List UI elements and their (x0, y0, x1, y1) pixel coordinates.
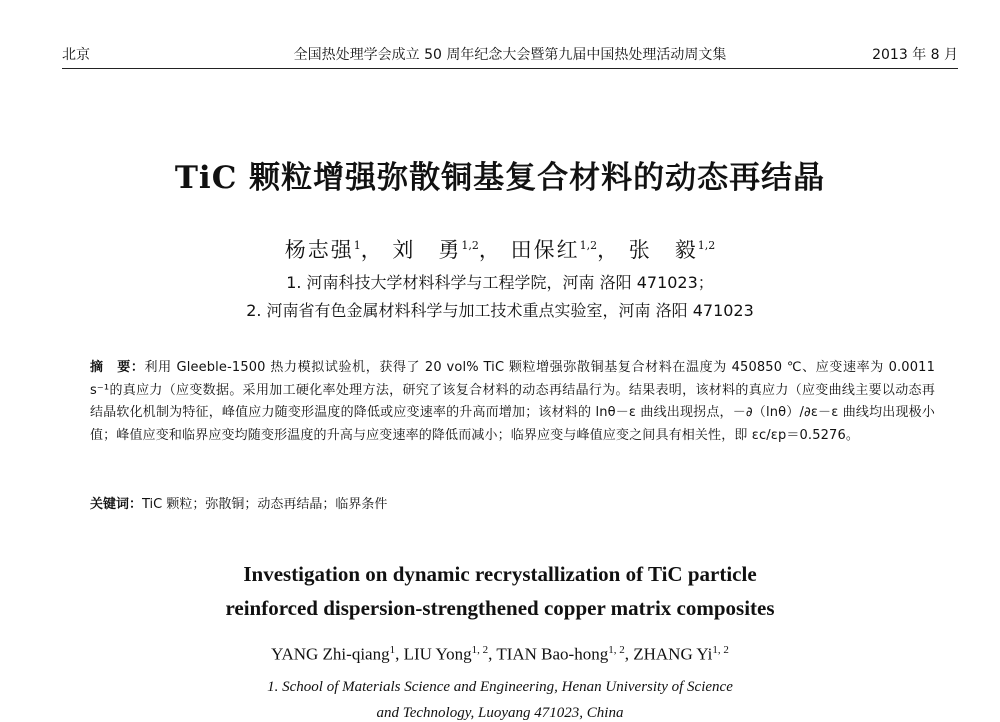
author-en: TIAN Bao-hong (496, 644, 609, 664)
author-sup: 1,2 (579, 239, 598, 252)
header-date: 2013 年 8 月 (872, 47, 958, 63)
affiliation-en-2: and Technology, Luoyang 471023, China (376, 705, 624, 721)
author-cn: 杨志强 (284, 238, 354, 262)
keywords-label: 关键词： (90, 497, 143, 512)
authors-cn: 杨志强$^1$， 刘 勇$^{1,2}$， 田保红$^{1,2}$， 张 毅$^{1,2}$ (284, 238, 716, 262)
author-sup: 1 (353, 239, 361, 252)
author-sup: 1,2 (461, 239, 479, 252)
paper-title-en-line-1: Investigation on dynamic recrystallization of TiC particle (243, 562, 757, 586)
affiliation-en-1: 1. School of Materials Science and Engineering, Henan University of Science (267, 679, 733, 695)
author-sup: 1, 2 (608, 644, 625, 656)
abstract-cn (90, 357, 935, 447)
author-cn: 田保红 (510, 238, 580, 262)
abstract-text: 利用 Gleeble-1500 热力模拟试验机，获得了 20 vol% TiC 颗粒增强弥散铜基复合材料在温度为 450850 ℃、应变速率为 0.0011 s⁻¹的真应力（应变数据。采用加工硬化率处理方法，研究了该复合材料的动态再结晶行为。结果表明，该材料的真应力（应变曲线主要以动态再结晶软化机制为特征，峰值应力随变形温度的降低或应变速率的升高而增加；该材料的 lnθ－ε 曲线出现拐点，－∂（lnθ）/∂ε－ε 曲线均出现极小值；峰值应变和临界应变均随变形温度的升高与应变速率的降低而减小；临界应变与峰值应变之间具有相关性，即 εc/εp＝0.5276。 (90, 360, 935, 443)
author-en: ZHANG Yi (633, 644, 713, 664)
paper-title-cn: TiC 颗粒增强弥散铜基复合材料的动态再结晶 (174, 160, 826, 196)
abstract-label: 摘 要： (90, 360, 145, 375)
header-location: 北京 (62, 47, 90, 63)
author-sup: 1, 2 (471, 644, 489, 656)
author-cn: 张 毅 (628, 238, 698, 262)
author-cn: 刘 勇 (392, 238, 462, 262)
running-header (62, 30, 958, 69)
author-sup: 1,2 (697, 239, 716, 252)
author-sup: 1 (389, 644, 396, 656)
header-proceedings-title: 全国热处理学会成立 50 周年纪念大会暨第九届中国热处理活动周文集 (293, 47, 727, 63)
keywords-cn (90, 493, 935, 512)
keywords-text: TiC 颗粒；弥散铜；动态再结晶；临界条件 (142, 497, 388, 512)
author-sup: 1, 2 (712, 644, 729, 656)
author-en: LIU Yong (403, 644, 472, 664)
paper-title-en-line-2: reinforced dispersion-strengthened copper matrix composites (225, 596, 775, 620)
authors-en: YANG Zhi-qiang$^1$, LIU Yong$^{1, 2}$, TIAN Bao-hong$^{1, 2}$, ZHANG Yi$^{1, 2}$ (271, 644, 729, 664)
affiliation-cn-2: 2. 河南省有色金属材料科学与加工技术重点实验室，河南 洛阳 471023 (246, 301, 754, 320)
affiliation-cn-1: 1. 河南科技大学材料科学与工程学院，河南 洛阳 471023； (286, 273, 714, 292)
author-en: YANG Zhi-qiang (271, 644, 390, 664)
